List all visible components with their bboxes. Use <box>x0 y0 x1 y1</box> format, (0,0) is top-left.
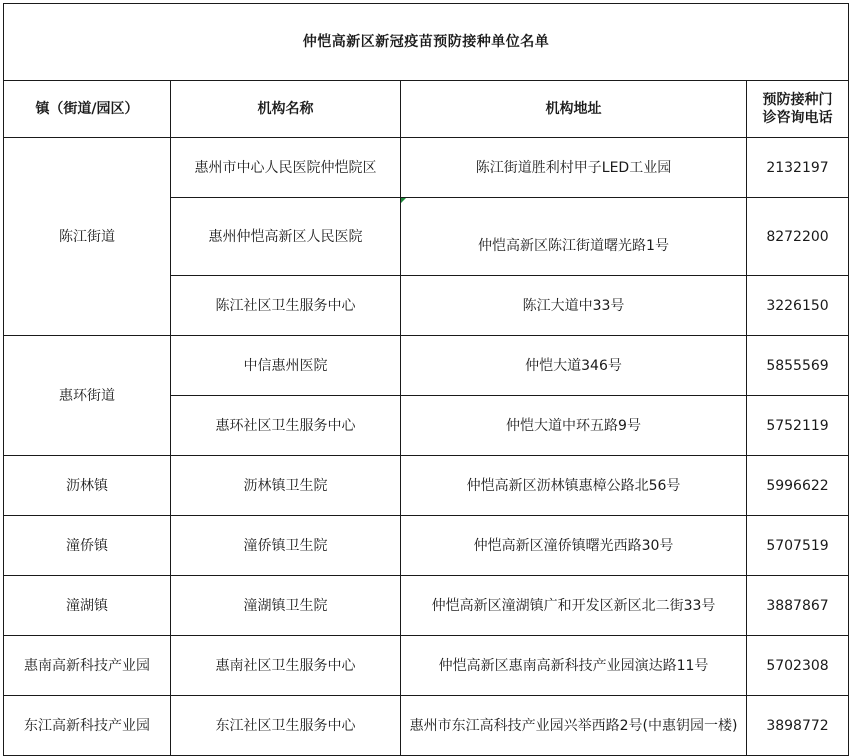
table-row <box>4 138 849 198</box>
institution-address-cell: 陈江街道胜利村甲子LED工业园 <box>401 138 747 198</box>
phone-cell: 5752119 <box>747 396 849 456</box>
district-cell: 东江高新科技产业园 <box>4 696 171 756</box>
institution-name-cell: 东江社区卫生服务中心 <box>171 696 401 756</box>
table-body <box>4 4 849 756</box>
institution-name-cell: 惠环社区卫生服务中心 <box>171 396 401 456</box>
district-cell: 惠环街道 <box>4 336 171 456</box>
institution-name-cell: 惠南社区卫生服务中心 <box>171 636 401 696</box>
institution-name-cell: 惠州仲恺高新区人民医院 <box>171 198 401 276</box>
header-phone-line1: 预防接种门 <box>762 92 833 108</box>
table-row <box>4 516 849 576</box>
table-row <box>4 456 849 516</box>
district-cell: 惠南高新科技产业园 <box>4 636 171 696</box>
table-title: 仲恺高新区新冠疫苗预防接种单位名单 <box>4 4 849 81</box>
phone-cell: 2132197 <box>747 138 849 198</box>
institution-name-cell: 陈江社区卫生服务中心 <box>171 276 401 336</box>
header-phone <box>747 81 849 138</box>
phone-cell: 8272200 <box>747 198 849 276</box>
institution-name-cell: 中信惠州医院 <box>171 336 401 396</box>
table-row <box>4 636 849 696</box>
title-row <box>4 4 849 81</box>
district-cell: 陈江街道 <box>4 138 171 336</box>
phone-cell: 3226150 <box>747 276 849 336</box>
header-phone-line2: 诊咨询电话 <box>762 110 833 126</box>
vaccination-sites-table <box>3 3 849 756</box>
institution-address-cell: 陈江大道中33号 <box>401 276 747 336</box>
table-row <box>4 576 849 636</box>
header-name: 机构名称 <box>171 81 401 138</box>
header-district: 镇（街道/园区） <box>4 81 171 138</box>
district-cell: 沥林镇 <box>4 456 171 516</box>
institution-address-cell: 仲恺大道中环五路9号 <box>401 396 747 456</box>
header-address: 机构地址 <box>401 81 747 138</box>
institution-address-cell: 惠州市东江高科技产业园兴举西路2号(中惠钥园一楼) <box>401 696 747 756</box>
phone-cell: 5702308 <box>747 636 849 696</box>
institution-name-cell: 惠州市中心人民医院仲恺院区 <box>171 138 401 198</box>
institution-address-cell: 仲恺大道346号 <box>401 336 747 396</box>
institution-address-cell: 仲恺高新区惠南高新科技产业园演达路11号 <box>401 636 747 696</box>
district-cell: 潼侨镇 <box>4 516 171 576</box>
phone-cell: 3887867 <box>747 576 849 636</box>
institution-name-cell: 潼湖镇卫生院 <box>171 576 401 636</box>
phone-cell: 5855569 <box>747 336 849 396</box>
institution-address-cell: 仲恺高新区潼湖镇广和开发区新区北二街33号 <box>401 576 747 636</box>
table-row <box>4 336 849 396</box>
phone-cell: 5996622 <box>747 456 849 516</box>
institution-address-cell: 仲恺高新区沥林镇惠樟公路北56号 <box>401 456 747 516</box>
header-row <box>4 81 849 138</box>
phone-cell: 3898772 <box>747 696 849 756</box>
phone-cell: 5707519 <box>747 516 849 576</box>
institution-name-cell: 沥林镇卫生院 <box>171 456 401 516</box>
institution-name-cell: 潼侨镇卫生院 <box>171 516 401 576</box>
table-row <box>4 696 849 756</box>
institution-address-cell: 仲恺高新区潼侨镇曙光西路30号 <box>401 516 747 576</box>
institution-address-cell: 仲恺高新区陈江街道曙光路1号 <box>401 198 747 276</box>
district-cell: 潼湖镇 <box>4 576 171 636</box>
